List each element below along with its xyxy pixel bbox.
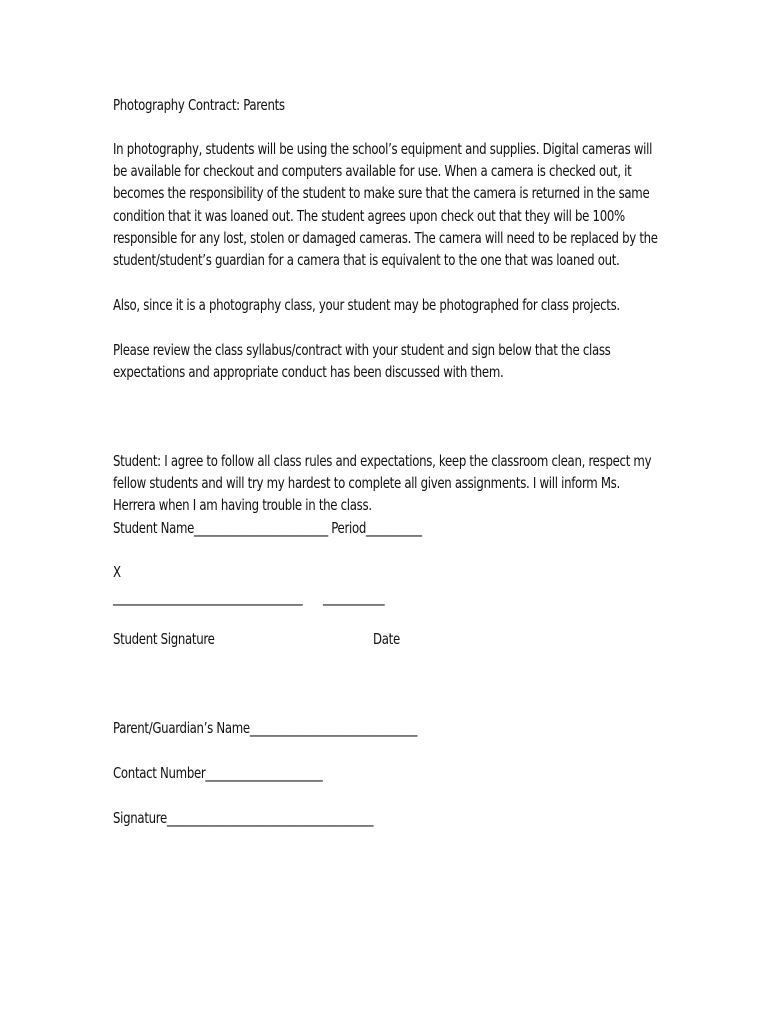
contact-number-field[interactable]: Contact Number_____________________	[113, 764, 323, 782]
date-label: Date	[373, 630, 400, 648]
photographed-paragraph: Also, since it is a photography class, your student may be photographed for class projects.	[113, 296, 620, 314]
signature-field[interactable]: Signature_____________________________________	[113, 809, 374, 827]
signature-x-mark: X	[113, 563, 121, 581]
student-name-field[interactable]: Student Name________________________ Period__________	[113, 519, 422, 537]
student-signature-label: Student Signature	[113, 630, 215, 648]
review-paragraph: Please review the class syllabus/contract with your student and sign below that the class expectations and appropriate conduct has been discussed with them.	[113, 341, 611, 382]
student-agreement-paragraph: Student: I agree to follow all class rules and expectations, keep the classroom clean, respect my fellow students and will try my hardest to complete all given assignments. I will inform Ms. Herrera when I am having trouble in the class.	[113, 452, 652, 515]
equipment-paragraph: In photography, students will be using the school’s equipment and supplies. Digital cameras will be available for checkout and computers available for use. When a camera is checked out, it becomes the responsibility of the student to make sure that the camera is returned in the same condition that it was loaned out. The student agrees upon check out that they will be 100% responsible for any lost, stolen or damaged cameras. The camera will need to be replaced by the student/student’s guardian for a camera that is equivalent to the one that was loaned out.	[113, 140, 658, 270]
page-title: Photography Contract: Parents	[113, 96, 285, 114]
parent-name-field[interactable]: Parent/Guardian’s Name______________________________	[113, 719, 418, 737]
signature-date-lines[interactable]: __________________________________ ___________	[113, 588, 385, 606]
